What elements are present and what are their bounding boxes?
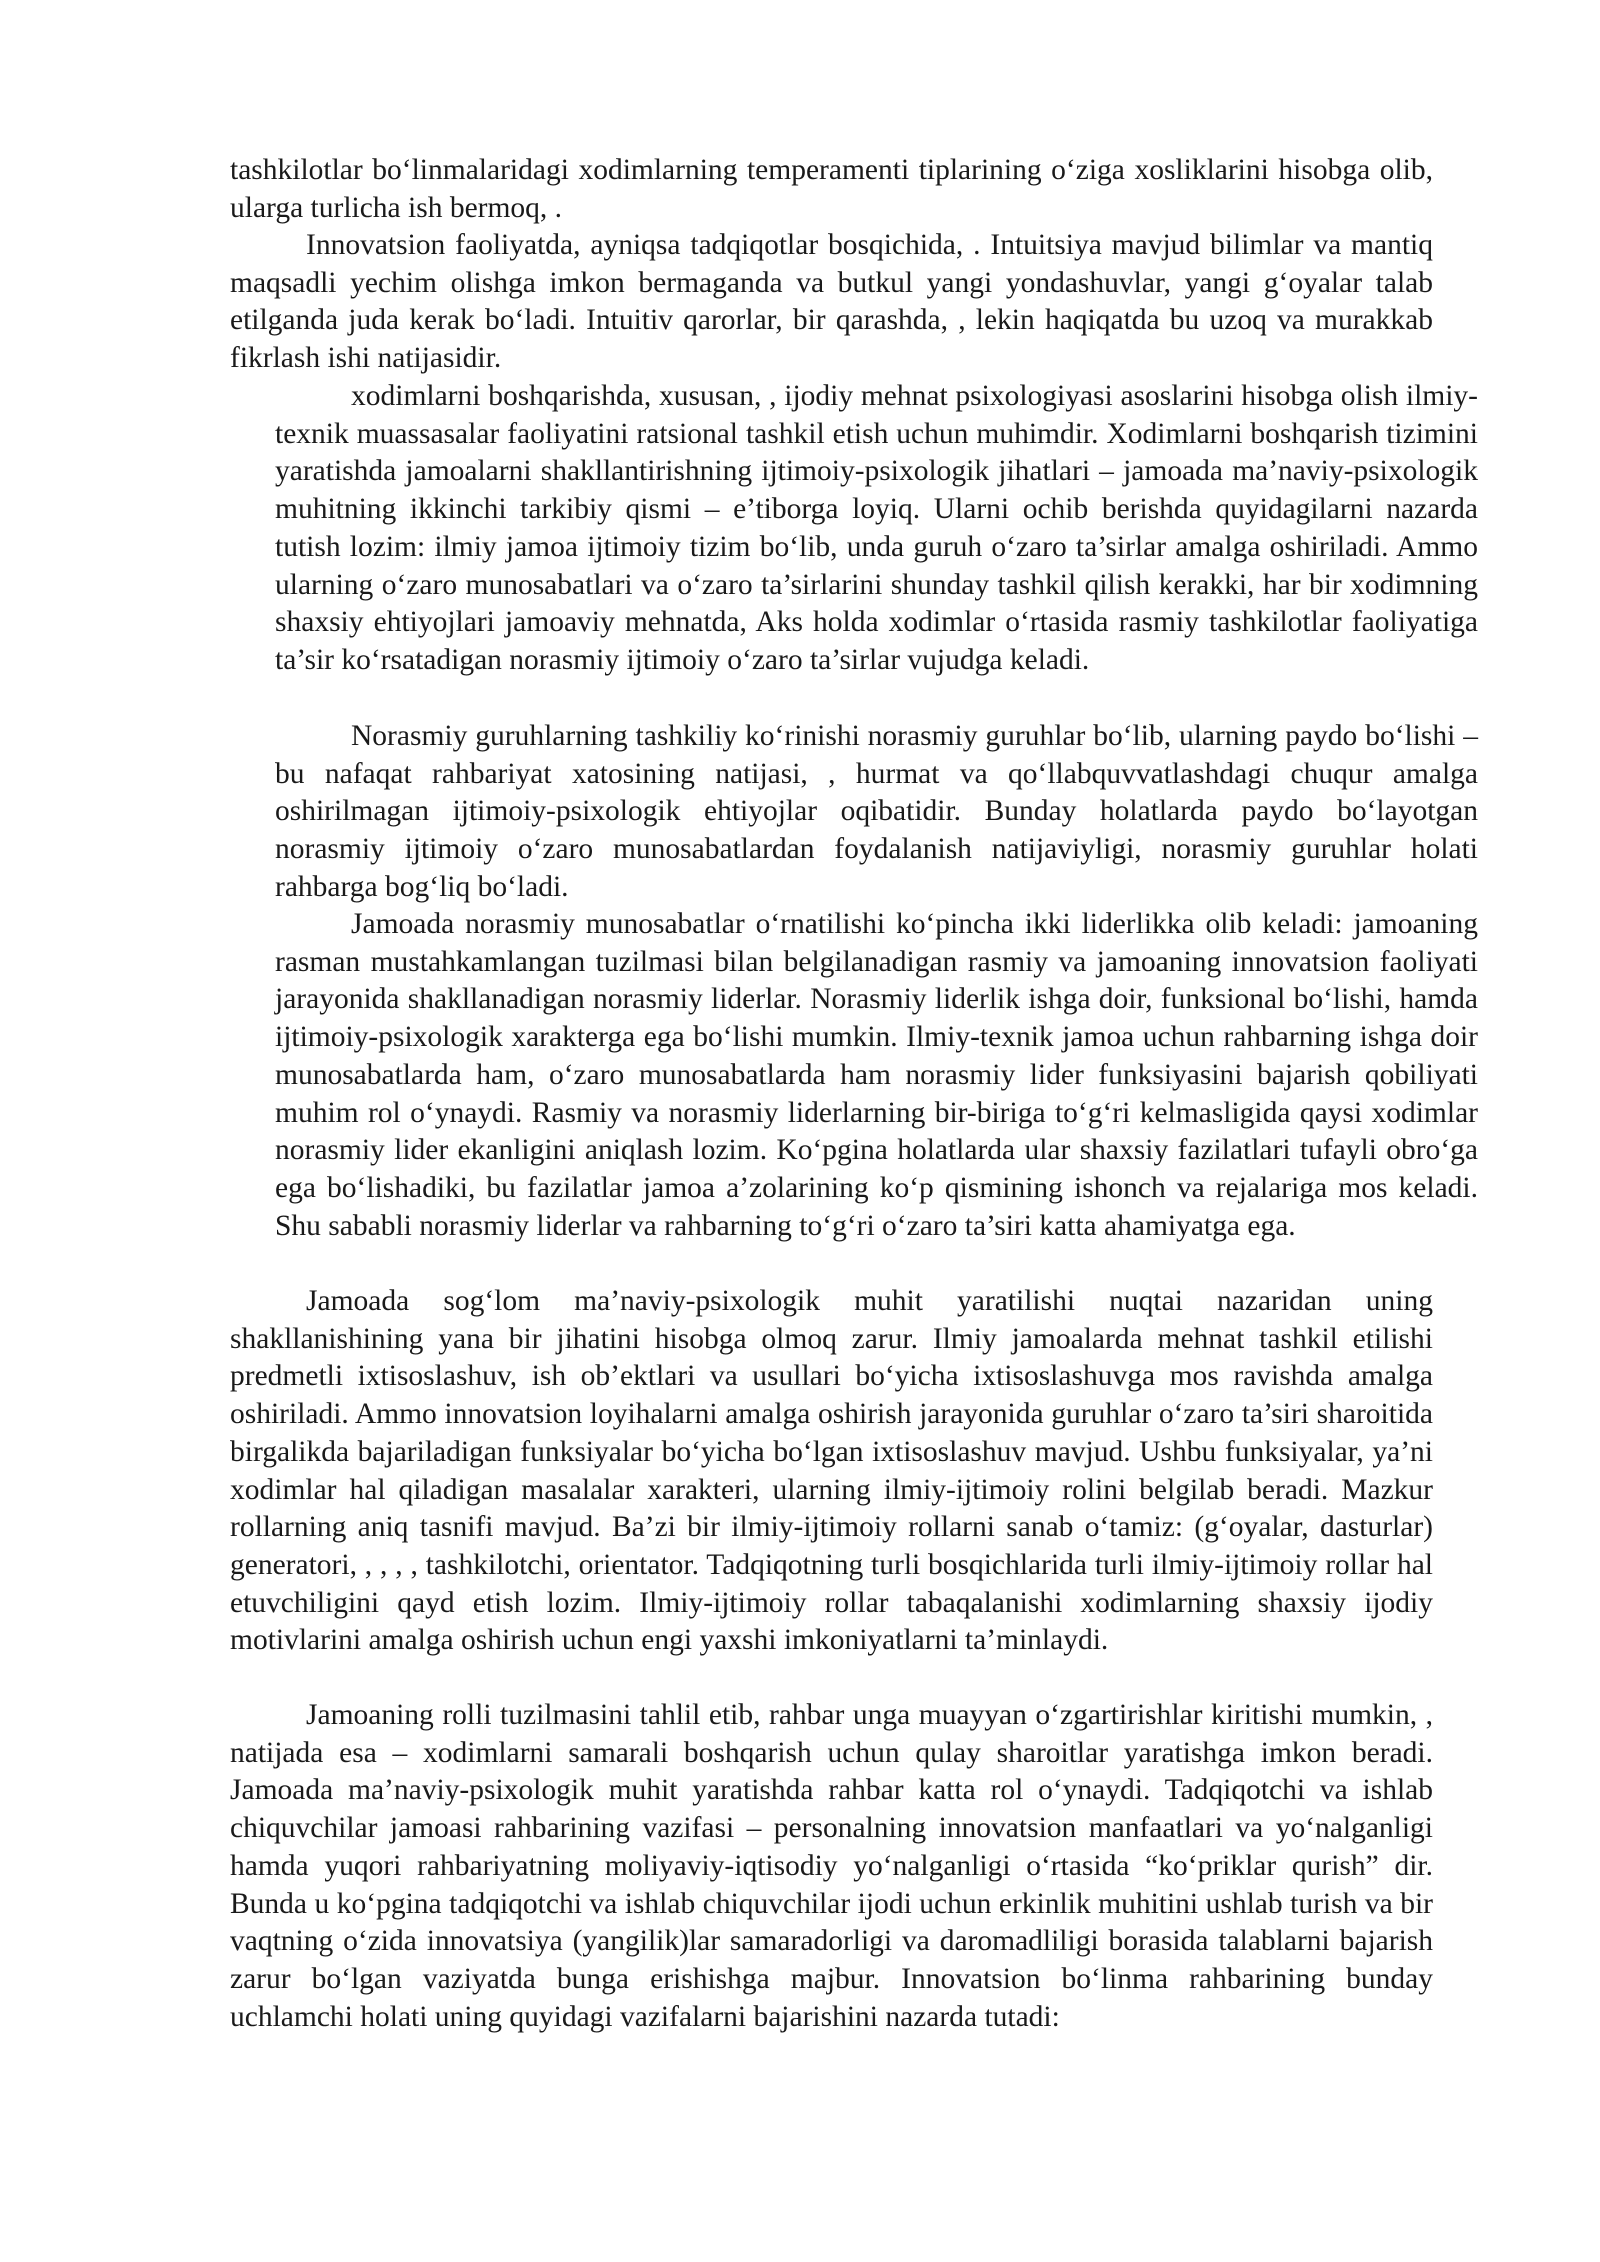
paragraph-4: Norasmiy guruhlarning tashkiliy ko‘rinishi norasmiy guruhlar bo‘lib, ularning paydo bo‘lishi – bu nafaqat rahbariyat xatosining natijasi, , hurmat va qo‘llabquvvatlashdagi chuqur amalga oshirilmagan ijtimoiy-psixologik ehtiyojlar oqibatidir. Bunday holatlarda paydo bo‘layotgan norasmiy ijtimoiy o‘zaro munosabatlardan foydalanish natijaviyligi, norasmiy guruhlar holati rahbarga bog‘liq bo‘ladi.	[275, 720, 1478, 903]
paragraph-2: Innovatsion faoliyatda, ayniqsa tadqiqotlar bosqichida, . Intuitsiya mavjud bilimlar va mantiq maqsadli yechim olishga imkon bermaganda va butkul yangi yondashuvlar, yangi g‘oyalar talab etilganda juda kerak bo‘ladi. Intuitiv qarorlar, bir qarashda, , lekin haqiqatda bu uzoq va murakkab fikrlash ishi natijasidir.	[230, 229, 1433, 375]
paragraph-3: xodimlarni boshqarishda, xususan, , ijodiy mehnat psixologiyasi asoslarini hisobga olish ilmiy-texnik muassasalar faoliyatini ratsional tashkil etish uchun muhimdir. Xodimlarni boshqarish tizimini yaratishda jamoalarni shakllantirishning ijtimoiy-psixologik jihatlari – jamoada ma’naviy-psixologik muhitning ikkinchi tarkibiy qismi – e’tiborga loyiq. Ularni ochib berishda quyidagilarni nazarda tutish lozim: ilmiy jamoa ijtimoiy tizim bo‘lib, unda guruh o‘zaro ta’sirlar amalga oshiriladi. Ammo ularning o‘zaro munosabatlari va o‘zaro ta’sirlarini shunday tashkil qilish kerakki, har bir xodimning shaxsiy ehtiyojlari jamoaviy mehnatda, Aks holda xodimlar o‘rtasida rasmiy tashkilotlar faoliyatiga ta’sir ko‘rsatadigan norasmiy ijtimoiy o‘zaro ta’sirlar vujudga keladi.	[275, 380, 1478, 676]
paragraph-6: Jamoada sog‘lom ma’naviy-psixologik muhit yaratilishi nuqtai nazaridan uning shakllanishining yana bir jihatini hisobga olmoq zarur. Ilmiy jamoalarda mehnat tashkil etilishi predmetli ixtisoslashuv, ish ob’ektlari va usullari bo‘yicha ixtisoslashuvga mos ravishda amalga oshiriladi. Ammo innovatsion loyihalarni amalga oshirish jarayonida guruhlar o‘zaro ta’siri sharoitida birgalikda bajariladigan funksiyalar bo‘yicha bo‘lgan ixtisoslashuv mavjud. Ushbu funksiyalar, ya’ni xodimlar hal qiladigan masalalar xarakteri, ularning ilmiy-ijtimoiy rolini belgilab beradi. Mazkur rollarning aniq tasnifi mavjud. Ba’zi bir ilmiy-ijtimoiy rollarni sanab o‘tamiz: (g‘oyalar, dasturlar) generatori, , , , , tashkilotchi, orientator. Tadqiqotning turli bosqichlarida turli ilmiy-ijtimoiy rollar hal etuvchiligini qayd etish lozim. Ilmiy-ijtimoiy rollar tabaqalanishi xodimlarning shaxsiy ijodiy motivlarini amalga oshirish uchun engi yaxshi imkoniyatlarni ta’minlaydi.	[230, 1285, 1433, 1657]
paragraph-7: Jamoaning rolli tuzilmasini tahlil etib, rahbar unga muayyan o‘zgartirishlar kiritishi mumkin, , natijada esa – xodimlarni samarali boshqarish uchun qulay sharoitlar yaratishga imkon beradi. Jamoada ma’naviy-psixologik muhit yaratishda rahbar katta rol o‘ynaydi. Tadqiqotchi va ishlab chiquvchilar jamoasi rahbarining vazifasi – personalning innovatsion manfaatlari va yo‘nalganligi hamda yuqori rahbariyatning moliyaviy-iqtisodiy yo‘nalganligi o‘rtasida “ko‘priklar qurish” dir. Bunda u ko‘pgina tadqiqotchi va ishlab chiquvchilar ijodi uchun erkinlik muhitini ushlab turish va bir vaqtning o‘zida innovatsiya (yangilik)lar samaradorligi va daromadliligi borasida talablarni bajarish zarur bo‘lgan vaziyatda bunga erishishga majbur. Innovatsion bo‘linma rahbarining bunday uchlamchi holati uning quyidagi vazifalarni bajarishini nazarda tutadi:	[230, 1699, 1433, 2033]
paragraph-5: Jamoada norasmiy munosabatlar o‘rnatilishi ko‘pincha ikki liderlikka olib keladi: jamoaning rasman mustahkamlangan tuzilmasi bilan belgilanadigan rasmiy va jamoaning innovatsion faoliyati jarayonida shakllanadigan norasmiy liderlar. Norasmiy liderlik ishga doir, funksional bo‘lishi, hamda ijtimoiy-psixologik xarakterga ega bo‘lishi mumkin. Ilmiy-texnik jamoa uchun rahbarning ishga doir munosabatlarda ham, o‘zaro munosabatlarda ham norasmiy lider funksiyasini bajarish qobiliyati muhim rol o‘ynaydi. Rasmiy va norasmiy liderlarning bir-biriga to‘g‘ri kelmasligida qaysi xodimlar norasmiy lider ekanligini aniqlash lozim. Ko‘pgina holatlarda ular shaxsiy fazilatlari tufayli obro‘ga ega bo‘lishadiki, bu fazilatlar jamoa a’zolarining ko‘p qismining ishonch va rejalariga mos keladi. Shu sababli norasmiy liderlar va rahbarning to‘g‘ri o‘zaro ta’siri katta ahamiyatga ega.	[275, 908, 1478, 1242]
paragraph-1: tashkilotlar bo‘linmalaridagi xodimlarning temperamenti tiplarining o‘ziga xosliklarini hisobga olib, ularga turlicha ish bermoq, .	[230, 154, 1433, 224]
